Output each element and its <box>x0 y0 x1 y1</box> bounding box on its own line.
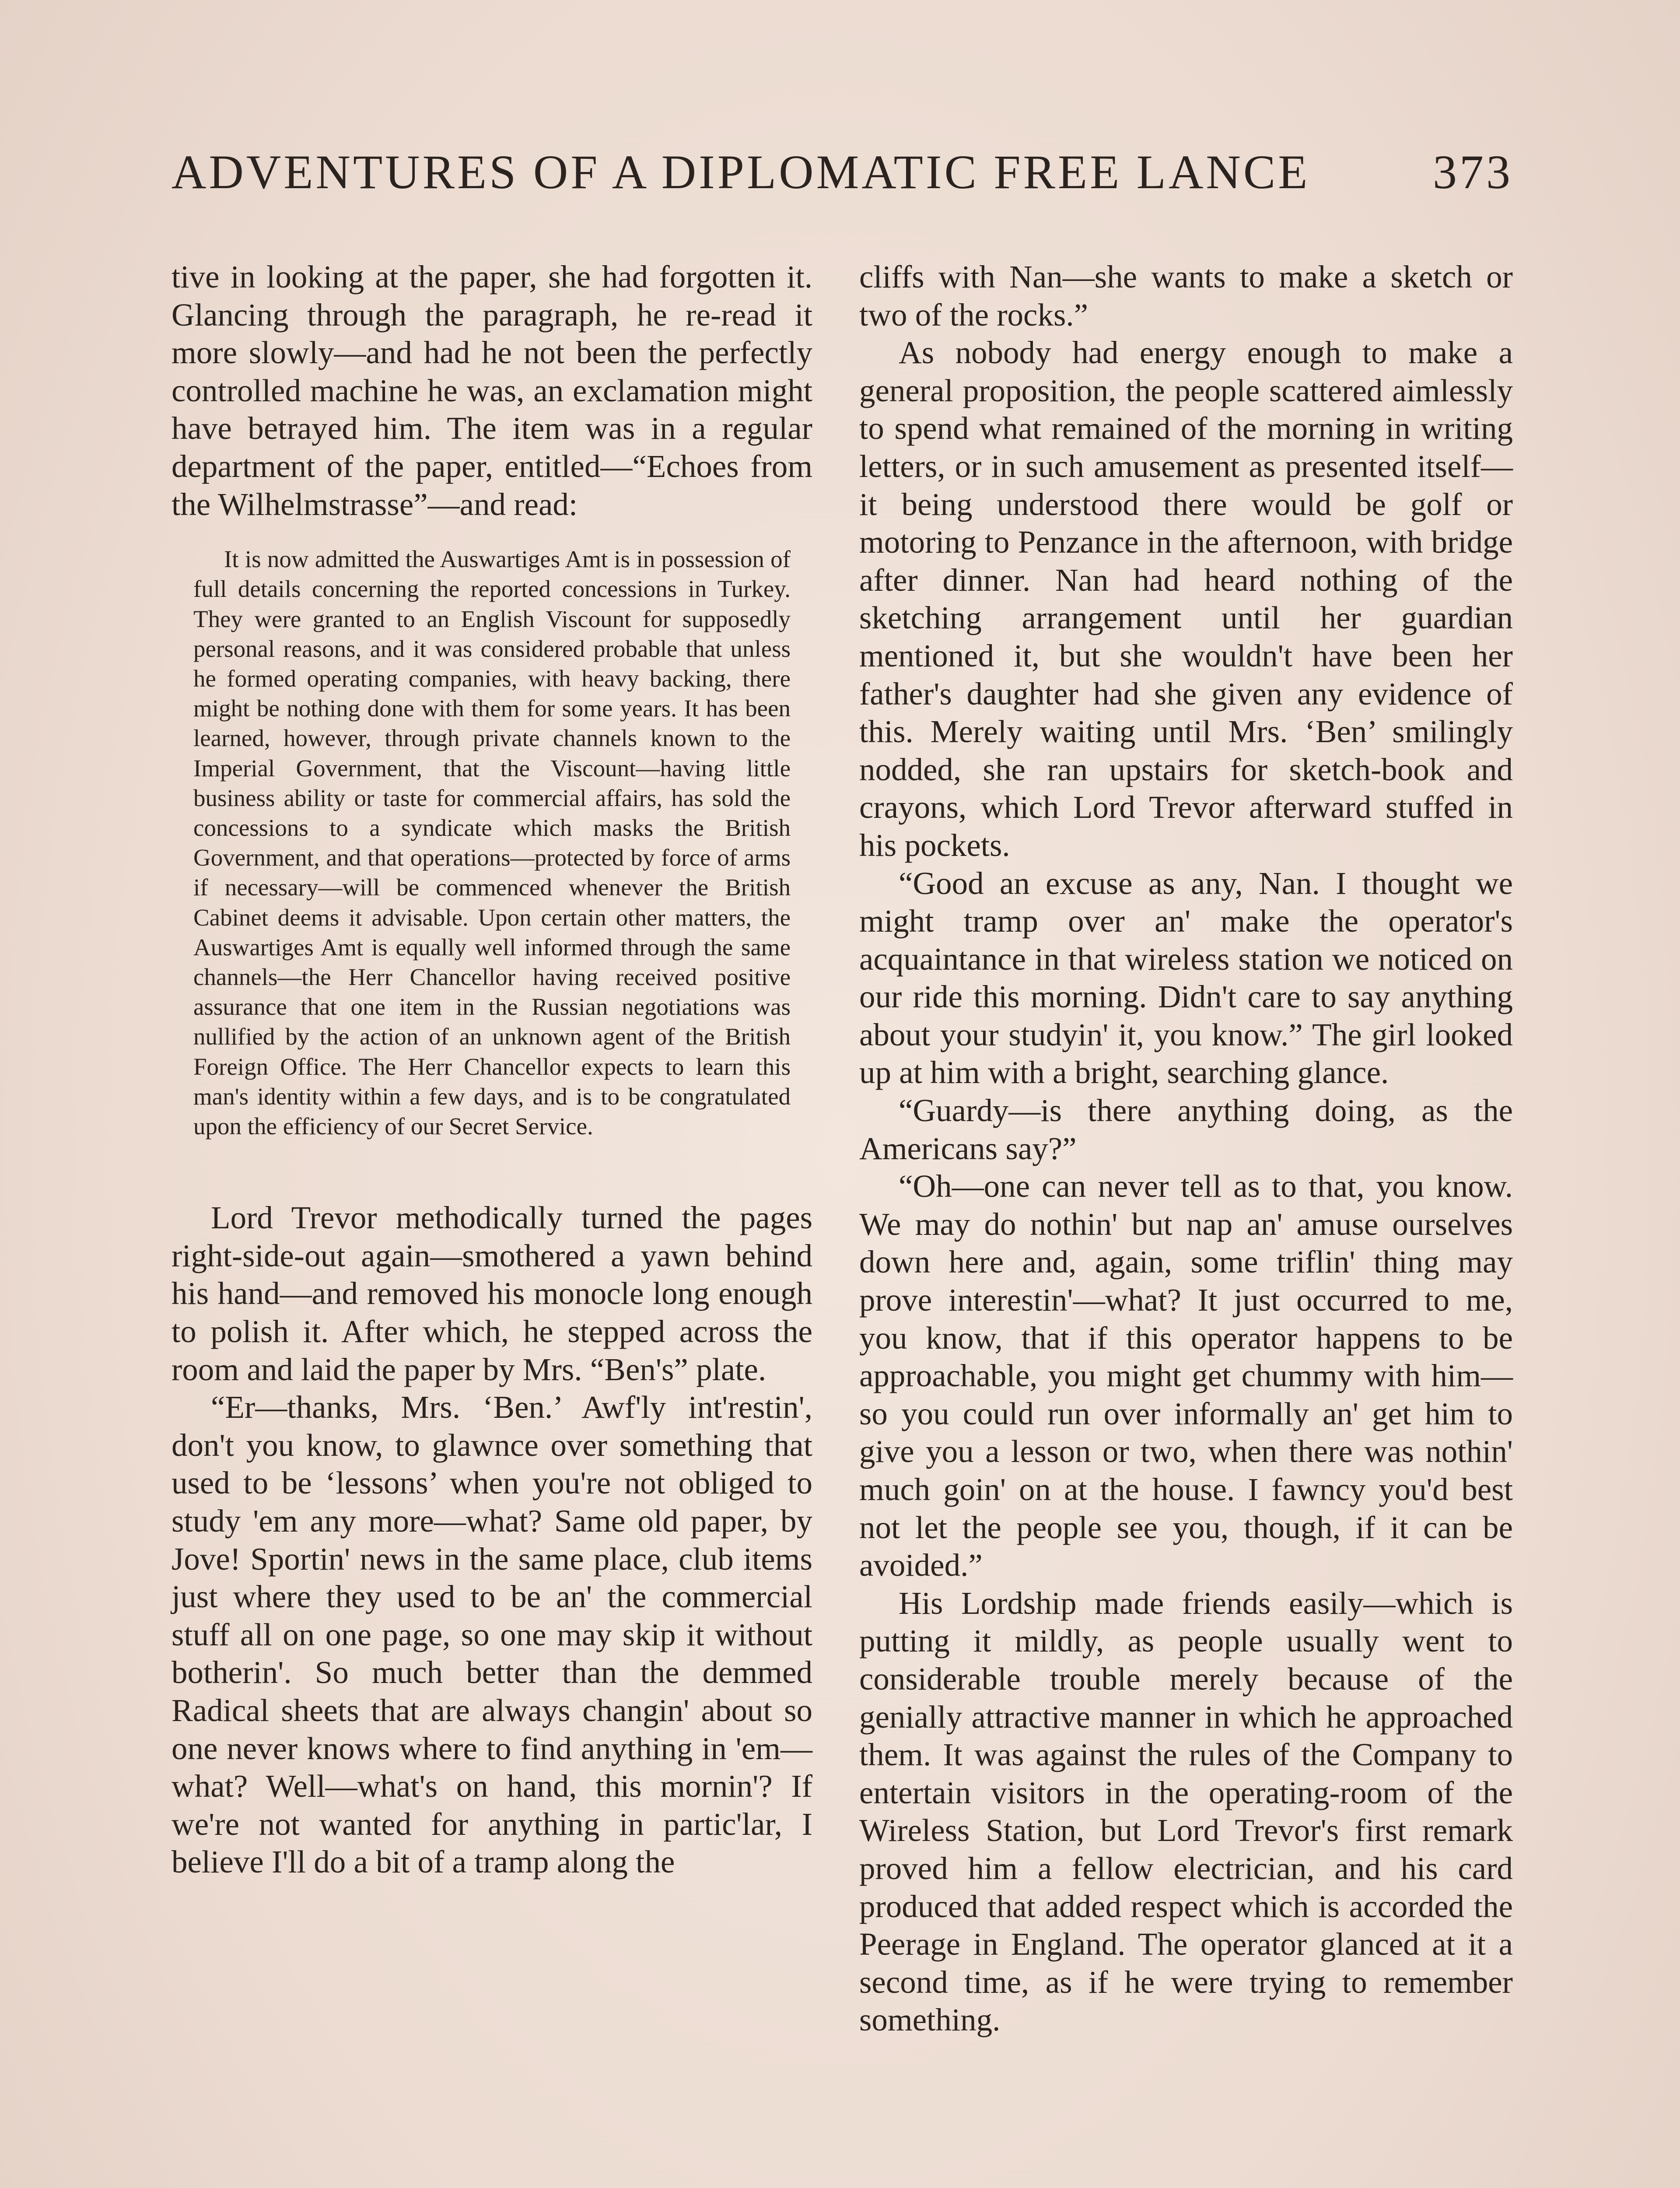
left-column <box>172 258 812 1881</box>
page-number: 373 <box>1433 145 1513 199</box>
paragraph: tive in looking at the paper, she had forgotten it. Glancing through the paragraph, he re-read it more slowly—and had he not been the perfectly controlled machine he was, an exclamation might have betrayed him. The item was in a regular department of the paper, entitled—“Echoes from the Wilhelmstrasse”—and read: <box>172 259 812 522</box>
quote-paragraph: It is now admitted the Auswartiges Amt is in possession of full details concerning the reported concessions in Turkey. They were granted to an English Viscount for supposedly personal reasons, and it was considered probable that unless he formed operating companies, with heavy backing, there might be nothing done with them for some years. It has been learned, however, through private channels known to the Imperial Government, that the Viscount—having little business ability or taste for commercial affairs, has sold the concessions to a syndicate which masks the British Government, and that operations—protected by force of arms if necessary—will be commenced whenever the British Cabinet deems it advisable. Upon certain other matters, the Auswartiges Amt is equally well informed through the same channels—the Herr Chancellor having received positive assurance that one item in the Russian negotiations was nullified by the action of an unknown agent of the British Foreign Office. The Herr Chancellor expects to learn this man's identity within a few days, and is to be congratulated upon the efficiency of our Secret Service. <box>193 546 791 1140</box>
right-column <box>859 258 1513 2039</box>
paragraph: As nobody had energy enough to make a general proposition, the people scattered aimlessly to spend what remained of the morning in writing letters, or in such amusement as presented itself—it being understood there would be golf or motoring to Penzance in the afternoon, with bridge after dinner. Nan had heard nothing of the sketching arrangement until her guardian mentioned it, but she wouldn't have been her father's daughter had she given any evidence of this. Merely waiting until Mrs. ‘Ben’ smilingly nodded, she ran upstairs for sketch-book and crayons, which Lord Trevor afterward stuffed in his pockets. <box>859 335 1513 863</box>
running-title: ADVENTURES OF A DIPLOMATIC FREE LANCE <box>172 145 1310 199</box>
paragraph: cliffs with Nan—she wants to make a sketch or two of the rocks.” <box>859 259 1513 333</box>
running-header <box>172 144 1513 210</box>
paragraph: “Er—thanks, Mrs. ‘Ben.’ Awf'ly int'restin', don't you know, to glawnce over something that used to be ‘lessons’ when you're not obliged to study 'em any more—what? Same old paper, by Jove! Sportin' news in the same place, club items just where they used to be an' the commercial stuff all on one page, so one may skip it without botherin'. So much better than the demmed Radical sheets that are always changin' about so one never knows where to find anything in 'em—what? Well—what's on hand, this mornin'? If we're not wanted for anything in partic'lar, I believe I'll do a bit of a tramp along the <box>172 1389 812 1880</box>
paragraph: “Good an excuse as any, Nan. I thought we might tramp over an' make the operator's acquaintance in that wireless station we noticed on our ride this morning. Didn't care to say anything about your studyin' it, you know.” The girl looked up at him with a bright, searching glance. <box>859 865 1513 1090</box>
paragraph: “Guardy—is there anything doing, as the Americans say?” <box>859 1093 1513 1166</box>
paragraph: Lord Trevor methodically turned the pages right-side-out again—smothered a yawn behind his hand—and removed his monocle long enough to polish it. After which, he stepped across the room and laid the paper by Mrs. “Ben's” plate. <box>172 1200 812 1387</box>
paragraph: “Oh—one can never tell as to that, you know. We may do nothin' but nap an' amuse ourselves down here and, again, some triflin' thing may prove interestin'—what? It just occurred to me, you know, that if this operator happens to be approachable, you might get chummy with him—so you could run over informally an' get him to give you a lesson or two, when there was nothin' much goin' on at the house. I fawncy you'd best not let the people see you, though, if it can be avoided.” <box>859 1168 1513 1583</box>
quoted-newspaper-item <box>193 544 791 1141</box>
paragraph: His Lordship made friends easily—which is putting it mildly, as people usually went to considerable trouble merely because of the genially attractive manner in which he approached them. It was against the rules of the Company to entertain visitors in the operating-room of the Wireless Station, but Lord Trevor's first remark proved him a fellow electrician, and his card produced that added respect which is accorded the Peerage in England. The operator glanced at it a second time, as if he were trying to remember something. <box>859 1585 1513 2038</box>
